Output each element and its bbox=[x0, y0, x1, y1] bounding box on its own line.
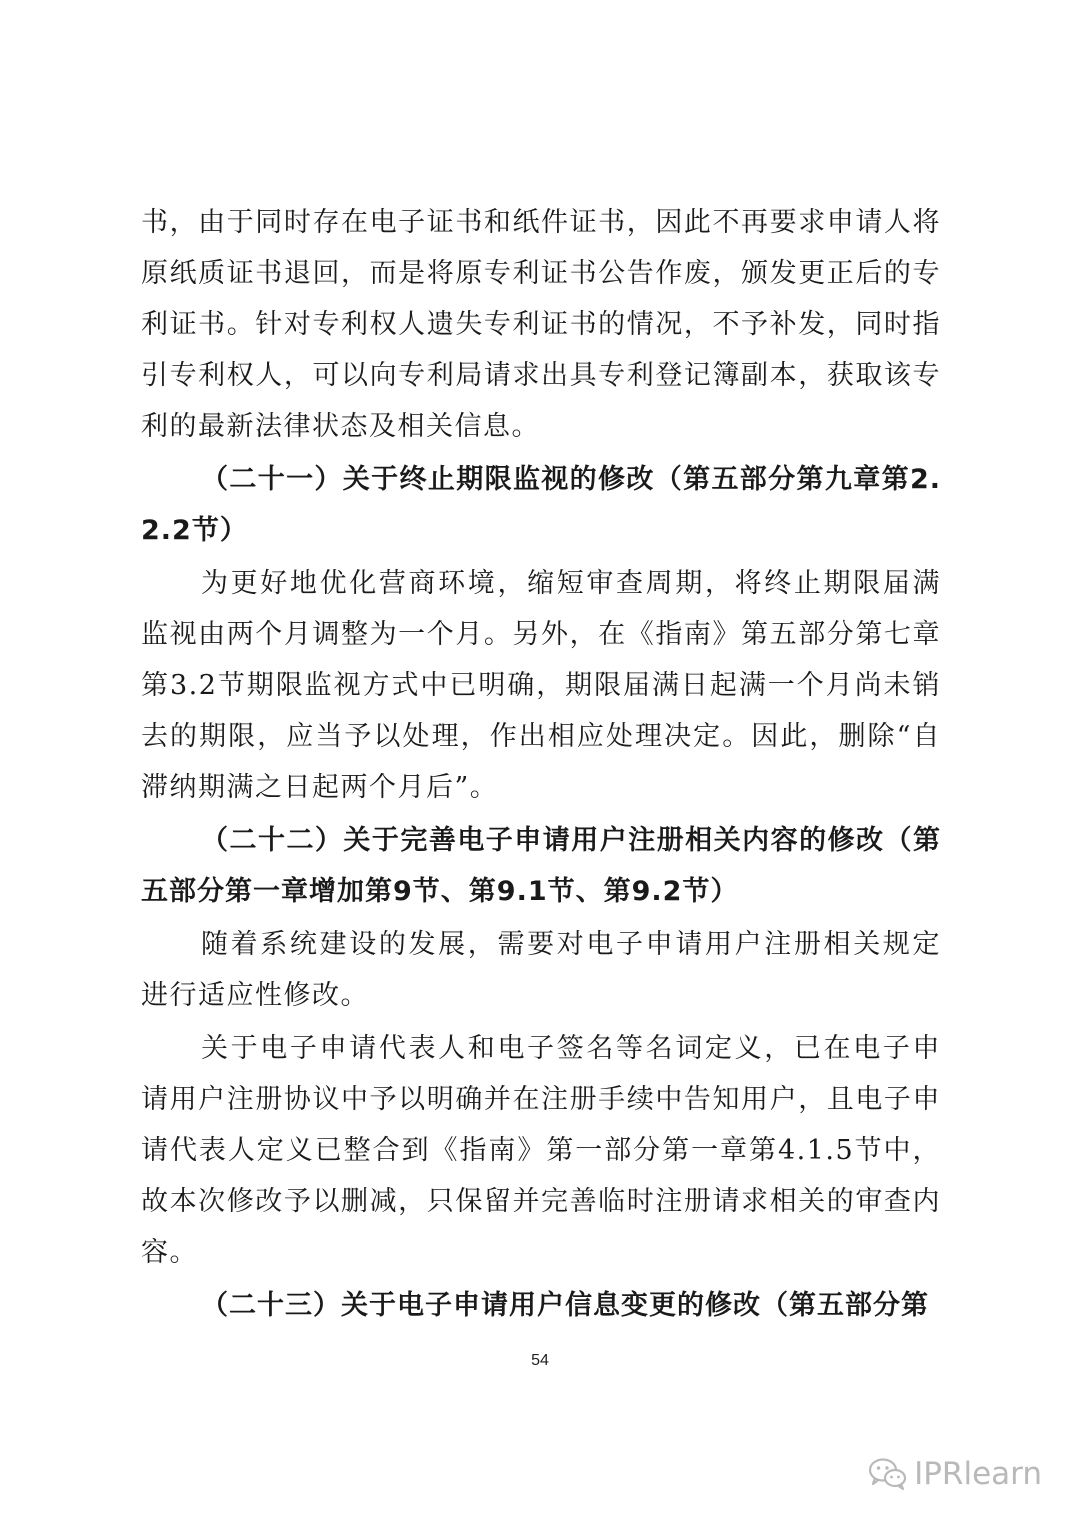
section-heading-21: （二十一）关于终止期限监视的修改（第五部分第九章第2.2.2节） bbox=[141, 464, 941, 546]
paragraph-continuation: 书，由于同时存在电子证书和纸件证书，因此不再要求申请人将原纸质证书退回，而是将原专利证书公告作废，颁发更正后的专利证书。针对专利权人遗失专利证书的情况，不予补发，同时指引专利权人，可以向专利局请求出具专利登记簿副本，获取该专利的最新法律状态及相关信息。 bbox=[141, 207, 941, 442]
paragraph-deadline-monitoring: 为更好地优化营商环境，缩短审查周期，将终止期限届满监视由两个月调整为一个月。另外，在《指南》第五部分第七章第3.2节期限监视方式中已明确，期限届满日起满一个月尚未销去的期限，应当予以处理，作出相应处理决定。因此，删除“自滞纳期满之日起两个月后”。 bbox=[141, 568, 941, 803]
document-body bbox=[141, 197, 941, 1331]
paragraph-system-development: 随着系统建设的发展，需要对电子申请用户注册相关规定进行适应性修改。 bbox=[141, 929, 941, 1011]
section-heading-23: （二十三）关于电子申请用户信息变更的修改（第五部分第 bbox=[201, 1290, 929, 1321]
section-heading-22: （二十二）关于完善电子申请用户注册相关内容的修改（第五部分第一章增加第9节、第9.1节、第9.2节） bbox=[141, 825, 941, 907]
page-number: 54 bbox=[531, 1352, 549, 1369]
wechat-icon bbox=[868, 1457, 908, 1491]
paragraph-term-definitions: 关于电子申请代表人和电子签名等名词定义，已在电子申请用户注册协议中予以明确并在注册手续中告知用户，且电子申请代表人定义已整合到《指南》第一部分第一章第4.1.5节中，故本次修改予以删减，只保留并完善临时注册请求相关的审查内容。 bbox=[141, 1033, 941, 1268]
watermark-text: IPRlearn bbox=[914, 1456, 1042, 1492]
watermark bbox=[868, 1456, 1042, 1492]
